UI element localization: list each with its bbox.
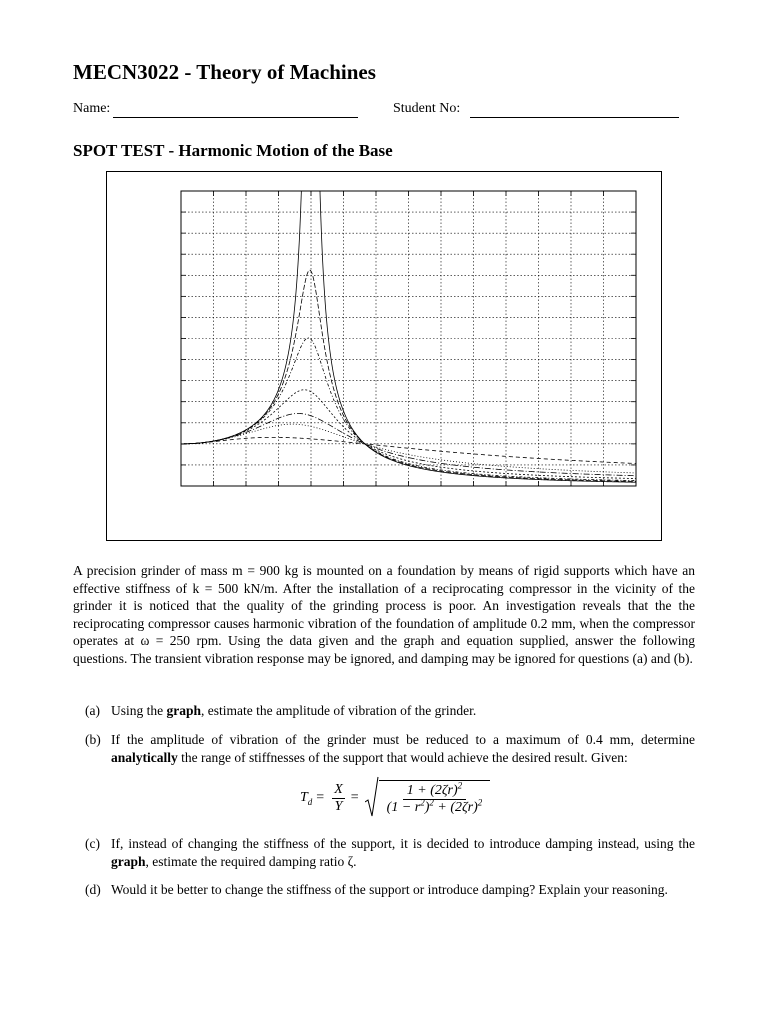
problem-statement: A precision grinder of mass m = 900 kg is mounted on a foundation by means of rigid supports which have an effective stiffness of k = 500 kN/m. After the installation of a reciprocating compressor in the vicinity of the grinder it is noticed that the quality of the grinding process is poor. An investigation reveals that the the reciprocating compressor causes harmonic vibration of the foundation of amplitude 0.2 mm, when the compressor operates at ω = 250 rpm. Using the data given and the graph and equation supplied, answer the following questions. The transient vibration response may be ignored, and damping may be ignored for questions (a) and (b). [73, 563, 695, 666]
question-b [85, 731, 695, 766]
formula-lhs: $T_d$ [300, 790, 313, 807]
name-label: Name: [73, 101, 111, 116]
question-text-pre: Would it be better to change the stiffness of the support or introduce damping? Explain your reasoning. [111, 882, 668, 897]
question-text-bold: graph [166, 703, 202, 718]
formula-equals-2: = [350, 790, 359, 805]
question-text-post: , estimate the required damping ratio ζ. [145, 853, 357, 869]
question-text-pre: Using the [111, 703, 167, 718]
formula-equals: = [316, 790, 325, 805]
name-blank-line[interactable] [113, 117, 358, 118]
question-text-pre: If the amplitude of vibration of the grinder must be reduced to a maximum of 0.4 mm, determine [111, 732, 695, 747]
question-label: (a) [85, 703, 100, 718]
question-d [85, 881, 695, 899]
transmissibility-chart [107, 172, 663, 542]
series-line [181, 270, 636, 481]
formula-ratio: $\frac{X}{Y}$ [334, 781, 343, 814]
sqrt-symbol [365, 776, 379, 820]
page-title: MECN3022 - Theory of Machines [73, 60, 376, 84]
question-text-bold: graph [111, 853, 146, 869]
question-c [85, 835, 695, 870]
question-label: (b) [85, 732, 101, 747]
question-label: (d) [85, 882, 101, 897]
question-a [85, 702, 695, 720]
test-title: SPOT TEST - Harmonic Motion of the Base [73, 141, 393, 160]
formula-sqrt: $\frac{1 + (2\zeta r)^2}{(1 - r^2)^2 + (2\zeta r)^2}$ [365, 776, 491, 820]
figure-frame [106, 171, 662, 541]
question-label: (c) [85, 836, 100, 851]
question-text-bold: analytically [111, 749, 178, 765]
student-no-blank-line[interactable] [470, 117, 679, 118]
question-text-post: the range of stiffnesses of the support that would achieve the desired result. Given: [177, 749, 628, 765]
question-text-pre: If, instead of changing the stiffness of the support, it is decided to introduce damping instead, using the [111, 836, 695, 851]
student-no-label: Student No: [393, 101, 461, 116]
series-line [181, 172, 636, 482]
transmissibility-formula [300, 776, 490, 820]
question-text-post: , estimate the amplitude of vibration of the grinder. [201, 703, 477, 718]
